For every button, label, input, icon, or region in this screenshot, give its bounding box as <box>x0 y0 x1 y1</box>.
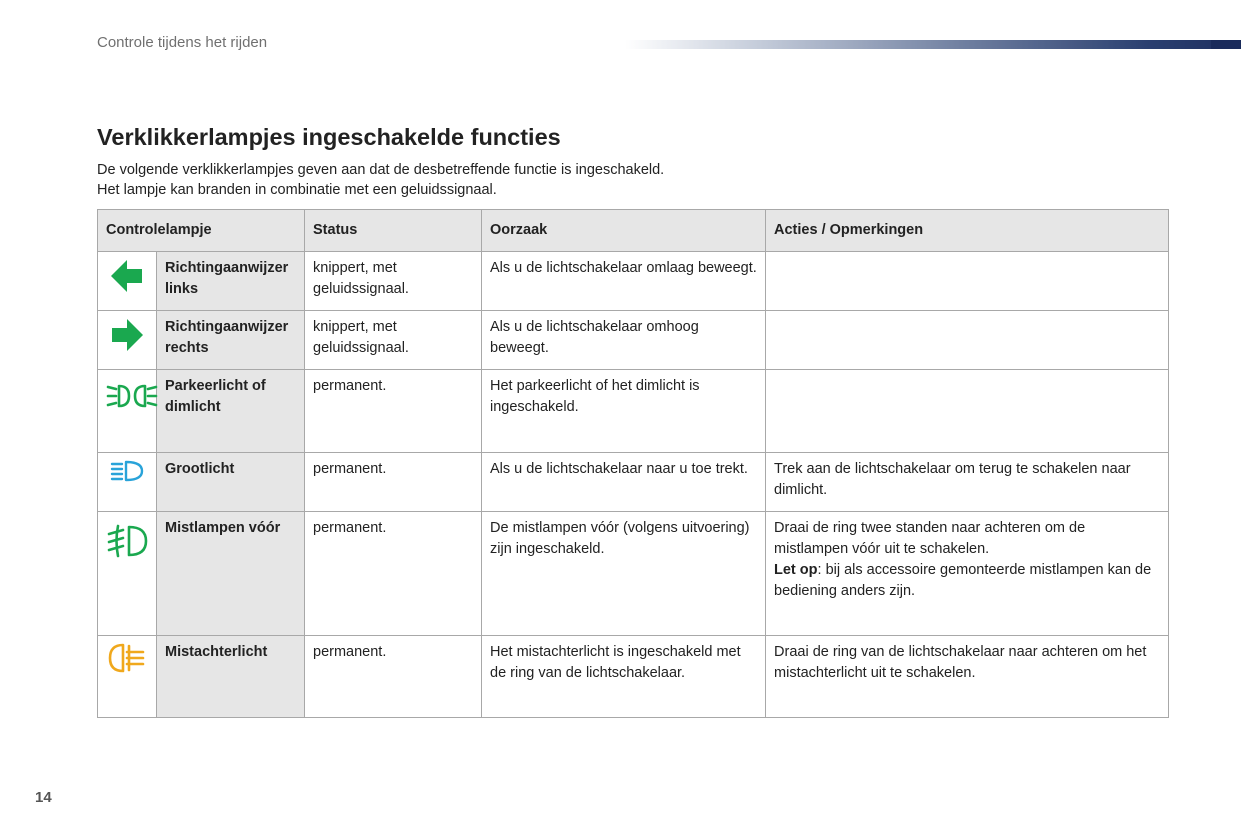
lamp-name: Parkeerlicht of dimlicht <box>157 370 305 453</box>
header-lamp: Controlelampje <box>98 210 305 252</box>
lamp-name: Grootlicht <box>157 453 305 512</box>
lamp-icon-cell <box>98 636 157 718</box>
lamp-icon-cell <box>98 311 157 370</box>
intro-text <box>97 160 664 200</box>
header-bar-end <box>1211 40 1241 49</box>
lamp-cause: Het parkeerlicht of het dimlicht is ingeschakeld. <box>482 370 766 453</box>
lamp-icon-cell <box>98 512 157 636</box>
table-row <box>98 311 1169 370</box>
header-status: Status <box>305 210 482 252</box>
lamp-icon-cell <box>98 453 157 512</box>
lamp-actions: Draai de ring van de lichtschakelaar naar achteren om het mistachterlicht uit te schakelen. <box>766 636 1169 718</box>
intro-line-1: De volgende verklikkerlampjes geven aan dat de desbetreffende functie is ingeschakeld. <box>97 162 665 178</box>
lamp-cause: De mistlampen vóór (volgens uitvoering) zijn ingeschakeld. <box>482 512 766 636</box>
header-decorative-bar <box>625 40 1241 49</box>
lamp-status: knippert, met geluidssignaal. <box>305 252 482 311</box>
lamp-actions <box>766 252 1169 311</box>
header-actions: Acties / Opmerkingen <box>766 210 1169 252</box>
lamp-icon-cell <box>98 370 157 453</box>
note-label: Let op <box>774 562 818 578</box>
lamp-name: Mistachterlicht <box>157 636 305 718</box>
table-row <box>98 252 1169 311</box>
actions-text: Draai de ring twee standen naar achteren om de mistlampen vóór uit te schakelen. <box>774 520 1086 557</box>
front-fog-lamp-icon <box>106 524 150 558</box>
running-header: Controle tijdens het rijden <box>97 34 268 51</box>
lamp-name: Mistlampen vóór <box>157 512 305 636</box>
lamp-status: permanent. <box>305 512 482 636</box>
lamp-cause: Het mistachterlicht is ingeschakeld met de ring van de lichtschakelaar. <box>482 636 766 718</box>
turn-signal-right-icon <box>110 317 144 353</box>
lamp-name: Richtingaanwijzer links <box>157 252 305 311</box>
table-row <box>98 636 1169 718</box>
lamp-icon-cell <box>98 252 157 311</box>
table-header-row <box>98 210 1169 252</box>
rear-fog-lamp-icon <box>107 642 147 674</box>
lamp-name: Richtingaanwijzer rechts <box>157 311 305 370</box>
lamp-cause: Als u de lichtschakelaar omhoog beweegt. <box>482 311 766 370</box>
table-row <box>98 512 1169 636</box>
table-row <box>98 370 1169 453</box>
lamp-actions: Trek aan de lichtschakelaar om terug te schakelen naar dimlicht. <box>766 453 1169 512</box>
header-cause: Oorzaak <box>482 210 766 252</box>
section-title: Verklikkerlampjes ingeschakelde functies <box>97 124 561 150</box>
lamp-status: knippert, met geluidssignaal. <box>305 311 482 370</box>
table-row <box>98 453 1169 512</box>
parking-light-icon <box>106 382 158 410</box>
lamp-actions <box>766 512 1169 636</box>
intro-line-2: Het lampje kan branden in combinatie met een geluidssignaal. <box>97 182 497 198</box>
lamp-cause: Als u de lichtschakelaar omlaag beweegt. <box>482 252 766 311</box>
lamp-status: permanent. <box>305 453 482 512</box>
turn-signal-left-icon <box>110 258 144 294</box>
lamp-status: permanent. <box>305 370 482 453</box>
warning-lamps-table <box>97 209 1169 718</box>
page-number: 14 <box>35 789 52 806</box>
note-text: : bij als accessoire gemonteerde mistlampen kan de bediening anders zijn. <box>774 562 1152 599</box>
lamp-status: permanent. <box>305 636 482 718</box>
high-beam-icon <box>109 459 145 483</box>
lamp-cause: Als u de lichtschakelaar naar u toe trekt. <box>482 453 766 512</box>
lamp-actions <box>766 370 1169 453</box>
lamp-actions <box>766 311 1169 370</box>
